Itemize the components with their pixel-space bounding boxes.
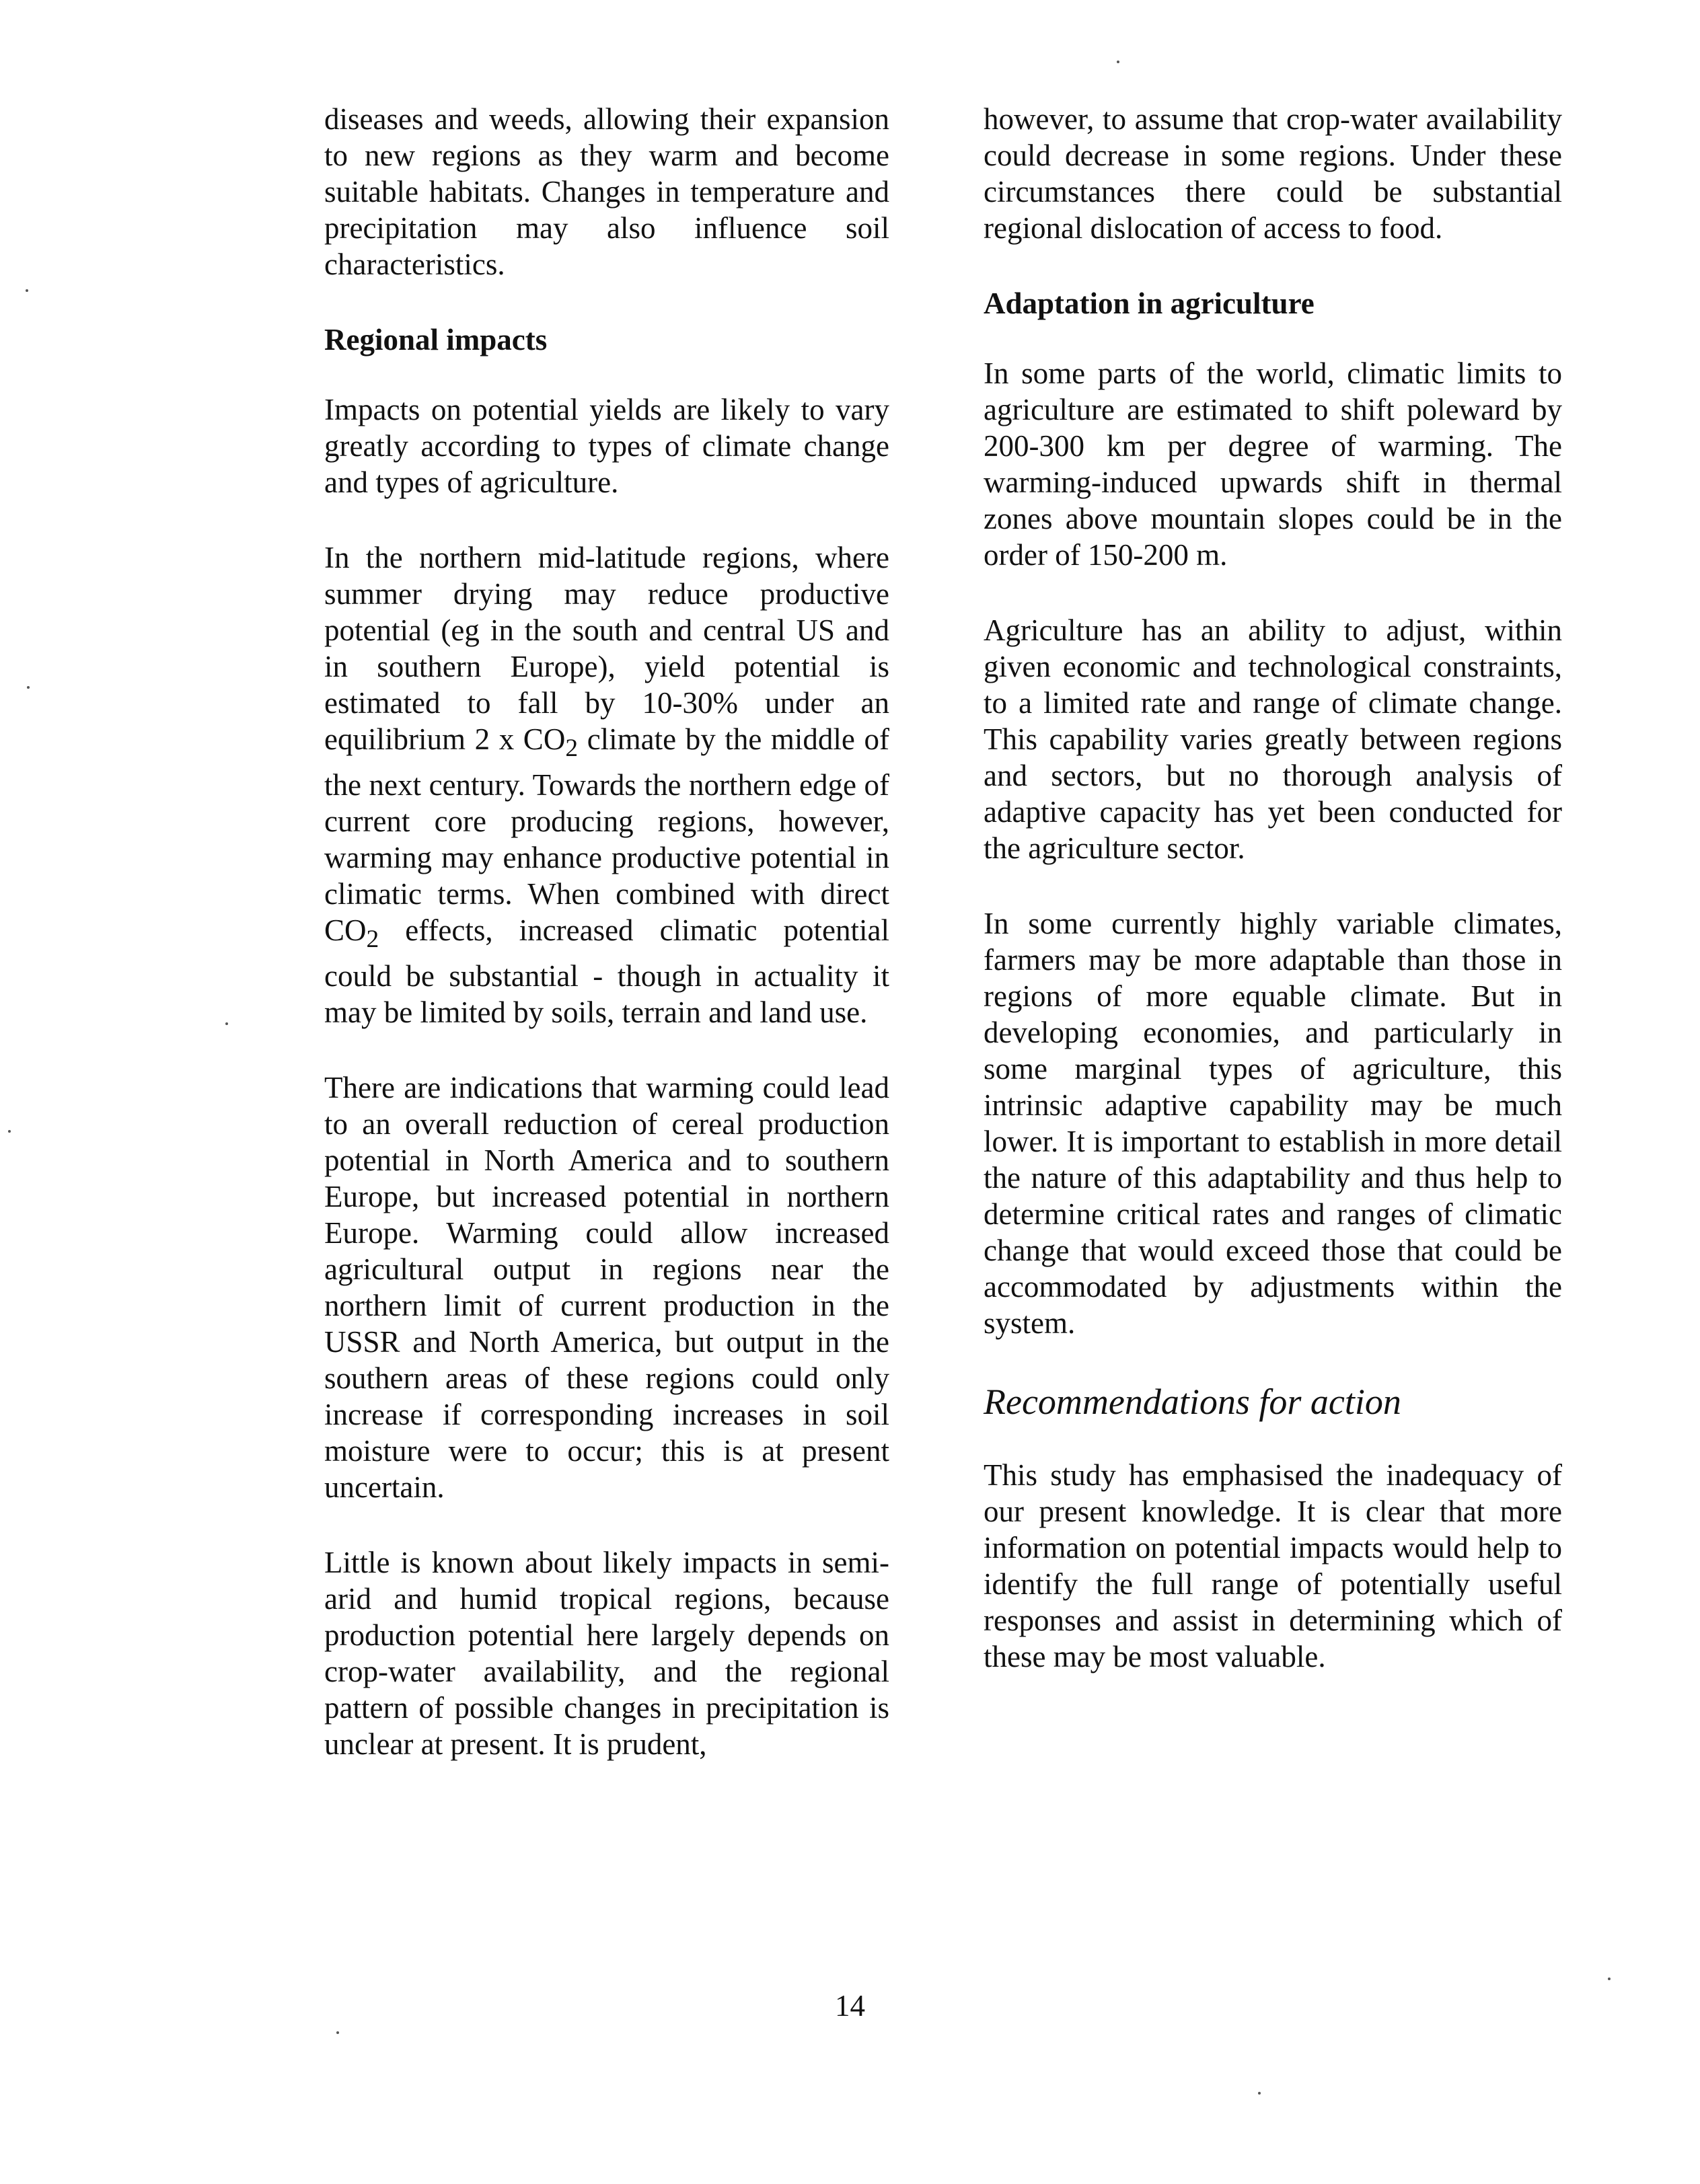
scan-speck — [1608, 1978, 1611, 1980]
scan-speck — [1117, 61, 1119, 63]
left-column — [324, 101, 889, 1801]
page-number: 14 — [835, 1989, 865, 2023]
paragraph-potential-yields: Impacts on potential yields are likely to vary greatly according to types of climate change and types of agriculture. — [324, 393, 889, 499]
scan-speck — [225, 1022, 228, 1025]
heading-recommendations: Recommendations for action — [984, 1382, 1401, 1422]
scan-speck — [8, 1130, 11, 1133]
heading-regional-impacts: Regional impacts — [324, 323, 548, 356]
scan-speck — [27, 686, 30, 689]
paragraph-cereal-production: There are indications that warming could lead to an overall reduction of cereal production potential in North America and to southern Europe, but increased potential in northern Europe. Warming could allow increased agricultural output in regions near the northern limit of current production in the USSR and North America, but output in the southern areas of these regions could only increase if corresponding increases in soil moisture were to occur; this is at present uncertain. — [324, 1071, 889, 1504]
paragraph-variable-climates: In some currently highly variable climates, farmers may be more adaptable than those in regions of more equable climate. But in developing economies, and particularly in some marginal types of agriculture, this intrinsic adaptive capability may be much lower. It is important to establish in more detail the nature of this adaptability and thus help to determine critical rates and ranges of climatic change that would exceed those that could be accommodated by adjustments within the system. — [984, 907, 1562, 1340]
paragraph-ability-to-adjust: Agriculture has an ability to adjust, within given economic and technological constraints, to a limited rate and range of climate change. This capability varies greatly between regions and sectors, but no thorough analysis of adaptive capacity has yet been conducted for the agriculture sector. — [984, 613, 1562, 865]
paragraph-diseases: diseases and weeds, allowing their expansion to new regions as they warm and become suitable habitats. Changes in temperature and precipitation may also influence soil characteristics. — [324, 102, 889, 281]
text-fragment: climate by the middle of the next century. Towards the northern edge of current core producing regions, however, warming may enhance productive potential in climatic terms. When combined with direct CO — [324, 722, 890, 947]
scan-speck — [26, 289, 28, 292]
text-fragment: effects, increased climatic potential could be substantial - though in actuality it may be limited by soils, terrain and land use. — [324, 913, 889, 1029]
scan-speck — [336, 2031, 339, 2034]
right-column — [984, 101, 1562, 1714]
paragraph-study-emphasised: This study has emphasised the inadequacy of our present knowledge. It is clear that more information on potential impacts would help to identify the full range of potentially useful responses and assist in determining which of these may be most valuable. — [984, 1458, 1562, 1673]
subscript: 2 — [366, 926, 379, 953]
paragraph-climatic-limits: In some parts of the world, climatic limits to agriculture are estimated to shift poleward by 200-300 km per degree of warming. The warming-induced upwards shift in thermal zones above mountain slopes could be in the order of 150-200 m. — [984, 356, 1562, 572]
subscript: 2 — [565, 735, 579, 762]
heading-adaptation: Adaptation in agriculture — [984, 287, 1315, 320]
scan-speck — [1258, 2092, 1261, 2095]
paragraph-northern-mid-latitude — [324, 539, 889, 1030]
paragraph-tropical-regions: Little is known about likely impacts in semi-arid and humid tropical regions, because production potential here largely depends on crop-water availability, and the regional pattern of possible changes in precipitation is unclear at present. It is prudent, — [324, 1546, 889, 1761]
paragraph-crop-water: however, to assume that crop-water availability could decrease in some regions. Under these circumstances there could be substantial regional dislocation of access to food. — [984, 102, 1562, 245]
text-fragment: In the northern mid-latitude regions, where summer drying may reduce productive potential (eg in the south and central US and in southern Europe), yield potential is estimated to fall by 10-30% under an equilibrium 2 x CO — [324, 541, 889, 756]
